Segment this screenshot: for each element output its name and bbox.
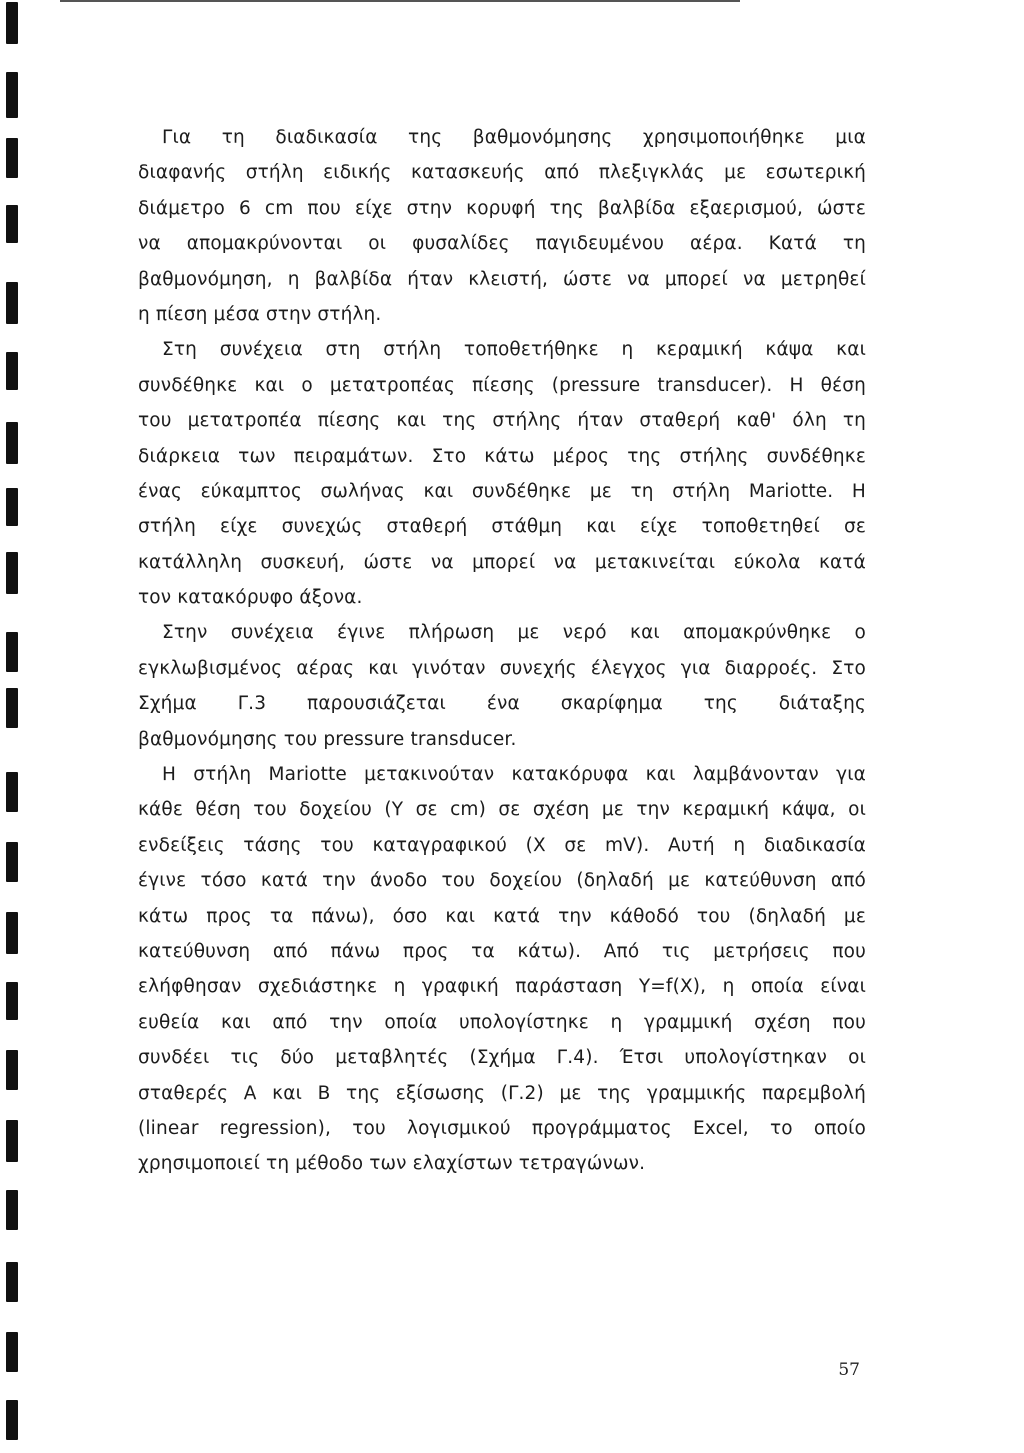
text-line: κατεύθυνση από πάνω προς τα κάτω). Από τις μετρήσεις που [138, 940, 866, 962]
text-line: κάθε θέση του δοχείου (Υ σε cm) σε σχέση με την κεραμική κάψα, οι [138, 799, 866, 821]
binding-mark [6, 772, 18, 812]
binding-mark [6, 138, 18, 178]
text-line: ελήφθησαν σχεδιάστηκε η γραφική παράσταση Υ=f(X), η οποία είναι [138, 976, 866, 998]
text-line: ενδείξεις τάσης του καταγραφικού (Χ σε mV). Αυτή η διαδικασία [138, 834, 866, 856]
text-line: Η στήλη Mariotte μετακινούταν κατακόρυφα και λαμβάνονταν για [162, 764, 866, 786]
text-line: διάμετρο 6 cm που είχε στην κορυφή της βαλβίδα εξαερισμού, ώστε [138, 197, 866, 219]
binding-mark [6, 1400, 18, 1440]
text-line: σταθερές Α και Β της εξίσωσης (Γ.2) με της γραμμικής παρεμβολή [138, 1082, 866, 1104]
binding-mark [6, 1190, 18, 1230]
text-line: ευθεία και από την οποία υπολογίστηκε η γραμμική σχέση που [138, 1011, 866, 1033]
text-line: εγκλωβισμένος αέρας και γινόταν συνεχής έλεγχος για διαρροές. Στο [138, 657, 866, 679]
binding-mark [6, 422, 18, 464]
page-number: 57 [838, 1360, 860, 1380]
text-line: συνδέει τις δύο μεταβλητές (Σχήμα Γ.4). Έτσι υπολογίστηκαν οι [138, 1047, 866, 1069]
text-line: συνδέθηκε και ο μετατροπέας πίεσης (pressure transducer). Η θέση [138, 374, 866, 396]
text-line: τον κατακόρυφο άξονα. [138, 587, 363, 609]
binding-mark [6, 982, 18, 1020]
binding-mark [6, 282, 18, 324]
binding-mark [6, 1262, 18, 1302]
page-body-text [138, 120, 866, 1182]
binding-mark [6, 488, 18, 526]
text-line: βαθμονόμησης του pressure transducer. [138, 728, 517, 750]
text-line: να απομακρύνονται οι φυσαλίδες παγιδευμένου αέρα. Κατά τη [138, 233, 866, 255]
text-line: στήλη είχε συνεχώς σταθερή στάθμη και είχε τοποθετηθεί σε [138, 516, 866, 538]
text-line: διαφανής στήλη ειδικής κατασκευής από πλεξιγκλάς με εσωτερική [138, 162, 866, 184]
text-line: Στη συνέχεια στη στήλη τοποθετήθηκε η κεραμική κάψα και [162, 339, 866, 361]
binding-mark [6, 1332, 18, 1372]
text-line: η πίεση μέσα στην στήλη. [138, 303, 382, 325]
text-line: κάτω προς τα πάνω), όσο και κατά την κάθοδό του (δηλαδή με [138, 905, 866, 927]
binding-mark [6, 842, 18, 882]
text-line: κατάλληλη συσκευή, ώστε να μπορεί να μετακινείται εύκολα κατά [138, 551, 866, 573]
text-line: Στην συνέχεια έγινε πλήρωση με νερό και απομακρύνθηκε ο [162, 622, 866, 644]
binding-mark [6, 2, 18, 44]
text-line: (linear regression), του λογισμικού προγράμματος Excel, το οποίο [138, 1117, 866, 1139]
text-line: Για τη διαδικασία της βαθμονόμησης χρησιμοποιήθηκε μια [162, 127, 866, 148]
text-line: χρησιμοποιεί τη μέθοδο των ελαχίστων τετραγώνων. [138, 1153, 646, 1175]
binding-holes-strip [0, 0, 40, 1453]
text-line: διάρκεια των πειραμάτων. Στο κάτω μέρος της στήλης συνδέθηκε [138, 445, 866, 467]
binding-mark [6, 1120, 18, 1162]
top-scan-rule [60, 0, 740, 2]
text-line: ένας εύκαμπτος σωλήνας και συνδέθηκε με τη στήλη Mariotte. Η [138, 480, 866, 502]
binding-mark [6, 205, 18, 243]
text-line: του μετατροπέα πίεσης και της στήλης ήταν σταθερή καθ' όλη τη [138, 410, 866, 432]
binding-mark [6, 632, 18, 672]
binding-mark [6, 1050, 18, 1090]
binding-mark [6, 912, 18, 954]
binding-mark [6, 688, 18, 728]
text-line: έγινε τόσο κατά την άνοδο του δοχείου (δηλαδή με κατεύθυνση από [138, 870, 866, 892]
binding-mark [6, 552, 18, 594]
text-line: βαθμονόμηση, η βαλβίδα ήταν κλειστή, ώστε να μπορεί να μετρηθεί [138, 268, 866, 290]
text-line: Σχήμα Γ.3 παρουσιάζεται ένα σκαρίφημα της διάταξης [138, 693, 866, 715]
binding-mark [6, 72, 18, 118]
binding-mark [6, 352, 18, 390]
